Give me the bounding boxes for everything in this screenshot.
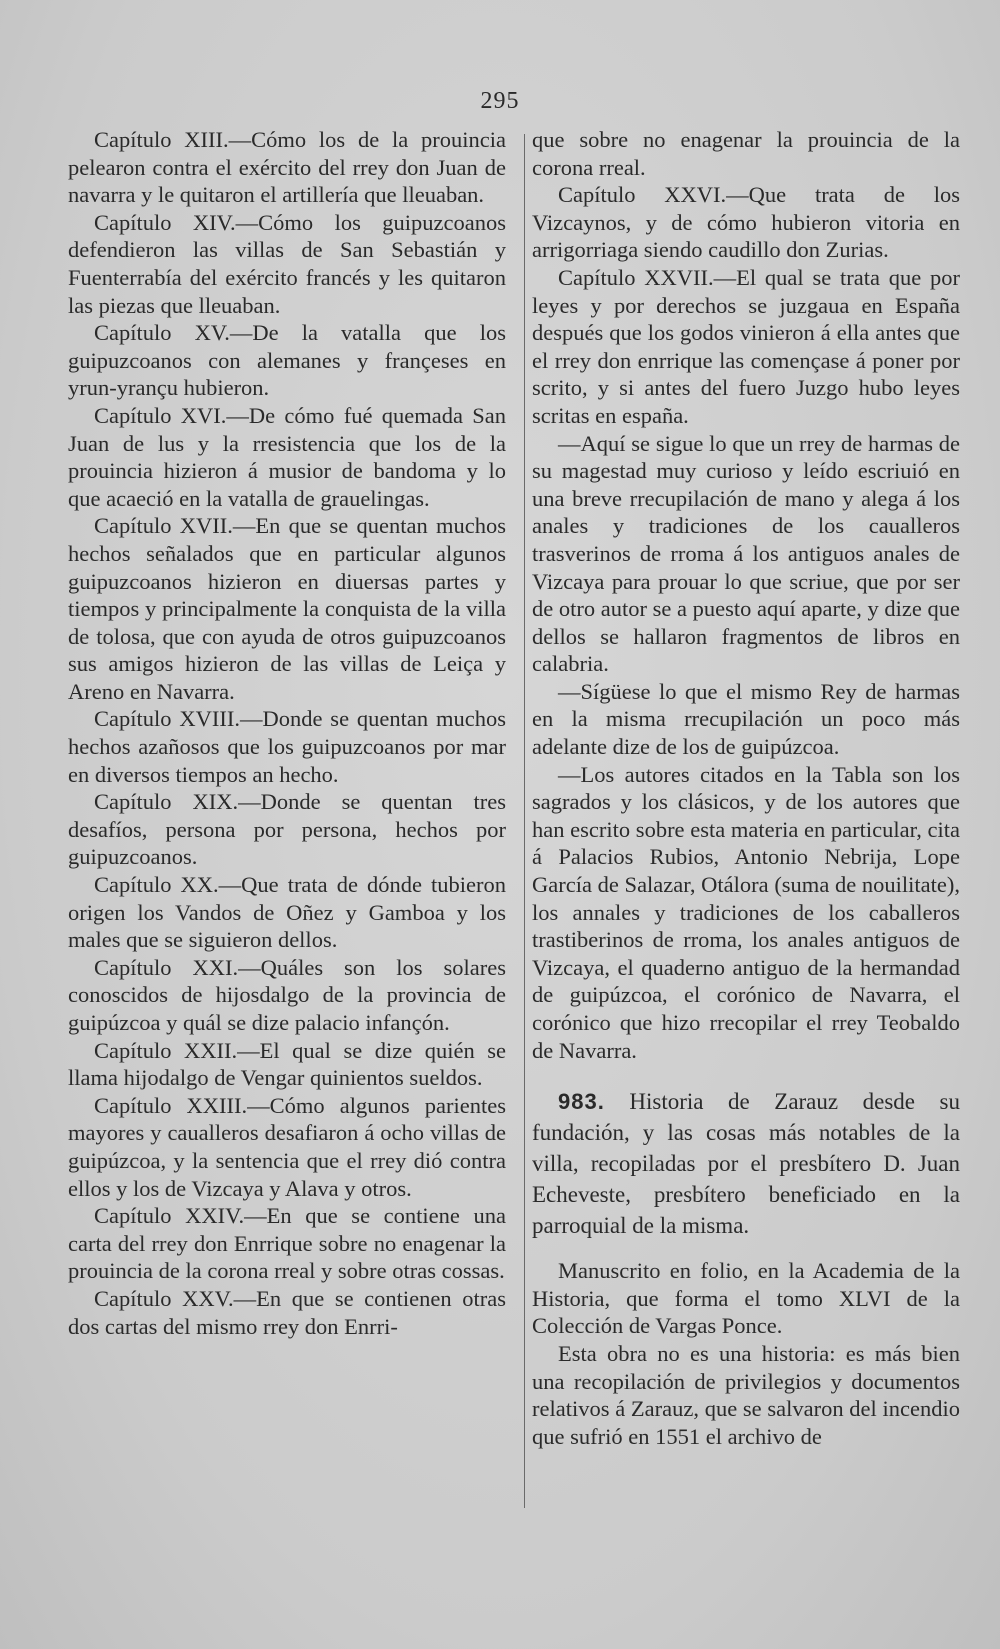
chapter-xxvi: Capítulo XXVI.—Que trata de los Vizcaynos, y de cómo hubieron vitoria en arrigorriaga siendo caudillo don Zurias. [532, 182, 960, 263]
left-column [68, 126, 506, 1340]
chapter-xxv: Capítulo XXV.—En que se contienen otras dos cartas del mismo rrey don Enrri- [68, 1285, 506, 1339]
chapter-xxi: Capítulo XXI.—Quáles son los solares conoscidos de hijosdalgo de la provincia de guipúzcoa y quál se dize palacio infançón. [68, 954, 506, 1035]
catalog-entry [532, 1086, 960, 1241]
chapter-xxvii: Capítulo XXVII.—El qual se trata que por leyes y por derechos se juzgaua en España después que los godos vinieron á ella antes que el rrey don enrrique las començase á poner por scrito, y si antes del fuero Juzgo hubo leyes scritas en españa. [532, 264, 960, 428]
entry-heading [532, 1086, 960, 1241]
chapter-xxv-continuation: que sobre no enagenar la prouincia de la corona rreal. [532, 127, 960, 180]
chapter-xvii: Capítulo XVII.—En que se quentan muchos hechos señalados que en particular algunos guipuzcoanos hizieron en diuersas partes y tiempos y principalmente la conquista de la villa de tolosa, que con ayuda de otros guipuzcoanos sus amigos hizieron de las villas de Leiça y Areno en Navarra. [68, 513, 506, 704]
chapter-xv: Capítulo XV.—De la vatalla que los guipuzcoanos con alemanes y françeses en yrun-yrançu hubieron. [68, 320, 506, 401]
chapter-xxiii: Capítulo XXIII.—Cómo algunos parientes mayores y caualleros desafiaron á ocho villas de guipúzcoa, y la sentencia que el rrey dió contra ellos y los de Vizcaya y Alava y otros. [68, 1092, 506, 1201]
entry-title: Historia de Zarauz desde su fundación, y las cosas más notables de la villa, recopiladas por el presbítero D. Juan Echeveste, presbítero beneficiado en la parroquial de la misma. [532, 1089, 960, 1239]
chapter-xx: Capítulo XX.—Que trata de dónde tubieron origen los Vandos de Oñez y Gamboa y los males que se siguieron dellos. [68, 872, 506, 953]
chapter-xix: Capítulo XIX.—Donde se quentan tres desafíos, persona por persona, hechos por guipuzcoanos. [68, 789, 506, 870]
guipuzcoa-note: —Sígüese lo que el mismo Rey de harmas en la misma rrecupilación un poco más adelante dize de los de guipúzcoa. [532, 678, 960, 760]
page-number: 295 [480, 88, 520, 114]
work-description: Esta obra no es una historia: es más bien una recopilación de privilegios y documentos relativos á Zarauz, que se salvaron del incendio que sufrió en 1551 el archivo de [532, 1340, 960, 1449]
authors-note: —Los autores citados en la Tabla son los sagrados y los clásicos, y de los autores que han escrito sobre esta materia en particular, cita á Palacios Rubios, Antonio Nebrija, Lope García de Salazar, Otálora (suma de nouilitate), los annales y tradiciones de los caballeros trastiberinos de rroma, los anales antiguos de Vizcaya, el quaderno antiguo de la hermandad de guipúzcoa, el corónico de Navarra, el corónico que hizo rrecopilar el rrey Teobaldo de Navarra. [532, 761, 960, 1063]
chapter-xiii: Capítulo XIII.—Cómo los de la prouincia pelearon contra el exército del rrey don Juan de navarra y le quitaron el artillería que lleuaban. [68, 127, 506, 208]
chapter-xvi: Capítulo XVI.—De cómo fué quemada San Juan de lus y la rresistencia que los de la prouincia hizieron á musior de bandoma y lo que acaeció en la vatalla de grauelingas. [68, 402, 506, 511]
chapter-xviii: Capítulo XVIII.—Donde se quentan muchos hechos azañosos que los guipuzcoanos por mar en diversos tiempos an hecho. [68, 706, 506, 787]
right-column [532, 126, 960, 1450]
manuscript-location: Manuscrito en folio, en la Academia de la Historia, que forma el tomo XLVI de la Colección de Vargas Ponce. [532, 1258, 960, 1339]
column-divider [524, 134, 525, 1508]
rey-de-harmas-note: —Aquí se sigue lo que un rrey de harmas de su magestad muy curioso y leído escriuió en una breve rrecupilación de mano y alega á los anales y tradiciones de los caualleros trasverinos de rroma á los antiguos anales de Vizcaya para prouar lo que scriue, que por ser de otro autor se a puesto aquí aparte, y dize que dellos se hallaron fragmentos de libros en calabria. [532, 430, 960, 677]
entry-number: 983. [558, 1089, 605, 1115]
entry-description [532, 1257, 960, 1450]
chapter-xxii: Capítulo XXII.—El qual se dize quién se llama hijodalgo de Vengar quinientos sueldos. [68, 1037, 506, 1091]
chapter-xxiv: Capítulo XXIV.—En que se contiene una carta del rrey don Enrrique sobre no enagenar la prouincia de la corona rreal y sobre otras cossas. [68, 1203, 506, 1284]
chapter-xiv: Capítulo XIV.—Cómo los guipuzcoanos defendieron las villas de San Sebastián y Fuenterrabía del exército francés y les quitaron las piezas que lleuaban. [68, 209, 506, 318]
